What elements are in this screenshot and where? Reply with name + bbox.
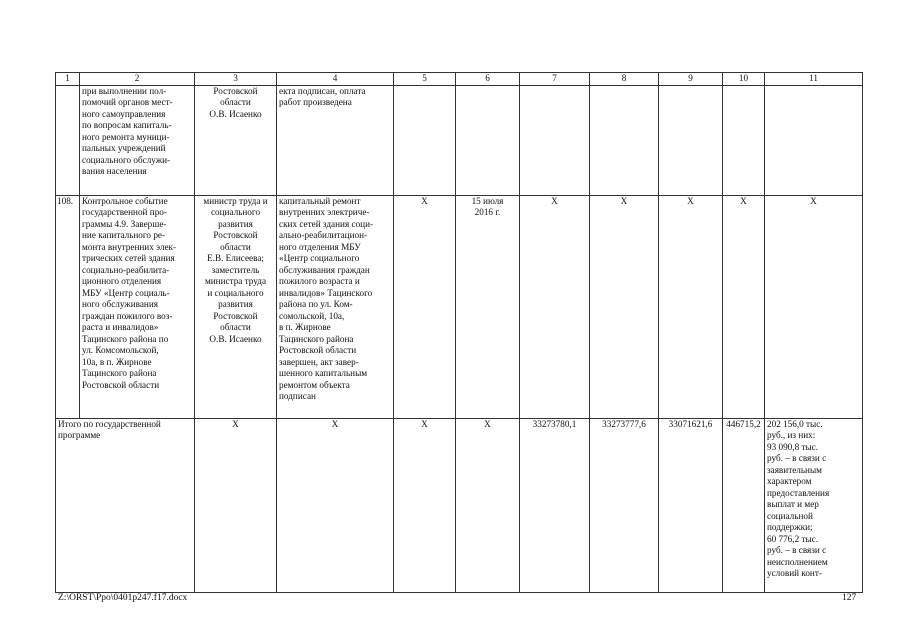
text-line: области [220, 97, 251, 107]
cont-cell-8 [590, 85, 659, 195]
text-line: неисполнением [767, 556, 828, 567]
cell-7: X [520, 195, 590, 418]
text-line: ционного отделения [82, 276, 162, 286]
text-line: поддержки; [767, 522, 813, 532]
text-line: 202 156,0 тыс. [767, 418, 823, 429]
text-line: социального [210, 207, 261, 217]
text-line: пальных учреждений [82, 143, 166, 153]
text-line: МБУ «Центр социаль- [82, 287, 170, 298]
text-line: заместитель [211, 264, 260, 275]
row-number: 108. [56, 195, 80, 418]
text-line: завершен, акт завер- [279, 356, 359, 367]
cont-cell-11 [765, 85, 863, 195]
text-line: граждан пожилого воз- [82, 310, 173, 321]
column-number-6: 6 [456, 73, 520, 86]
text-line: условий конт- [767, 568, 822, 578]
text-line: инвалидов» Тацинского [279, 287, 373, 298]
text-line: заявительным [767, 464, 822, 475]
text-line: ние капитального ре- [82, 230, 166, 240]
text-line: внутренних электриче- [279, 207, 370, 217]
text-line: ного отделения МБУ [279, 241, 361, 252]
total-cell-7: 33273780,1 [520, 418, 590, 592]
text-line: ного обслуживания [82, 299, 158, 309]
text-line: 15 июля [471, 195, 504, 206]
text-line: Тацинского района [82, 368, 157, 378]
text-line: О.В. Исаенко [209, 333, 262, 344]
text-line: помочий органов мест- [82, 97, 173, 107]
text-line: Итого по государственной [58, 418, 161, 429]
text-line: трических сетей здания [82, 253, 175, 263]
cell-10: X [723, 195, 765, 418]
column-number-10: 10 [723, 73, 765, 86]
text-line: министра труда [204, 276, 267, 286]
total-cell-8: 33273777,6 [590, 418, 659, 592]
text-line: «Центр социального [279, 253, 360, 263]
column-number-2: 2 [80, 73, 195, 86]
total-cell-6: X [456, 418, 520, 592]
text-line: характером [767, 476, 812, 486]
text-line: Ростовской области [82, 379, 160, 390]
text-line: Ростовской [213, 230, 258, 240]
text-line: ально-реабилитацион- [279, 230, 368, 240]
cont-cell-5 [394, 85, 456, 195]
total-cell-9: 33071621,6 [659, 418, 723, 592]
total-label-cell [56, 418, 195, 592]
column-number-1: 1 [56, 73, 80, 86]
text-line: государственной про- [82, 207, 167, 217]
text-line: граммы 4.9. Заверше- [82, 218, 167, 229]
column-number-8: 8 [590, 73, 659, 86]
cell-11: X [765, 195, 863, 418]
result-cell [277, 195, 394, 418]
text-line: капитальный ремонт [279, 195, 361, 206]
text-line: работ произведена [279, 97, 352, 107]
column-number-9: 9 [659, 73, 723, 86]
column-number-4: 4 [277, 73, 394, 86]
table-row-108 [56, 195, 863, 418]
text-line: 93 090,8 тыс. [767, 441, 819, 452]
cont-cell-1 [56, 85, 80, 195]
cont-cell-6 [456, 85, 520, 195]
text-line: по вопросам капиталь- [82, 120, 172, 130]
text-line: социальной [767, 510, 813, 521]
text-line: екта подписан, оплата [279, 85, 366, 96]
text-line: области [220, 322, 251, 332]
text-line: Е.В. Елисеева; [207, 253, 264, 263]
text-line: района по ул. Ком- [279, 299, 353, 309]
text-line: пожилого возраста и [279, 276, 360, 286]
text-line: ного ремонта муници- [82, 131, 170, 142]
text-line: развития [218, 299, 253, 309]
text-line: Тацинского района [279, 333, 354, 344]
text-line: 10а, в п. Жирнове [82, 356, 152, 367]
total-cell-3: X [195, 418, 277, 592]
text-line: Тацинского района по [82, 333, 169, 344]
event-description-cell [80, 195, 195, 418]
page-number: 127 [842, 593, 857, 603]
text-line: в п. Жирнове [279, 322, 331, 332]
text-line: ских сетей здания соци- [279, 218, 374, 229]
cont-event-cell [80, 85, 195, 195]
text-line: ремонтом объекта [279, 379, 350, 390]
document-path: Z:\ORST\Ppo\0401p247.f17.docx [58, 593, 188, 603]
cont-cell-9 [659, 85, 723, 195]
cont-responsible-cell [195, 85, 277, 195]
responsible-cell [195, 195, 277, 418]
total-cell-5: X [394, 418, 456, 592]
column-number-row [56, 73, 863, 86]
text-line: министр труда и [203, 195, 268, 206]
cont-cell-10 [723, 85, 765, 195]
text-line: и социального [207, 287, 264, 298]
text-line: при выполнении пол- [82, 85, 167, 96]
text-line: раста и инвалидов» [82, 322, 159, 332]
column-number-3: 3 [195, 73, 277, 86]
total-cell-4: X [277, 418, 394, 592]
text-line: 60 776,2 тыс. [767, 533, 819, 544]
text-line: руб., из них: [767, 430, 816, 440]
text-line: предоставления [767, 487, 830, 498]
text-line: монта внутренних элек- [82, 241, 177, 252]
text-line: ул. Комсомольской, [82, 345, 159, 355]
text-line: Ростовской области [279, 345, 357, 355]
text-line: руб. – в связи с [767, 545, 827, 555]
cell-8: X [590, 195, 659, 418]
text-line: Ростовской [213, 310, 258, 321]
text-line: социально-реабилита- [82, 264, 170, 275]
total-notes-cell [765, 418, 863, 592]
text-line: подписан [279, 391, 316, 401]
cont-result-cell [277, 85, 394, 195]
column-number-11: 11 [765, 73, 863, 86]
text-line: области [220, 241, 251, 252]
text-line: шенного капитальным [279, 368, 368, 378]
text-line: социального обслужи- [82, 154, 171, 165]
column-number-7: 7 [520, 73, 590, 86]
text-line: 2016 г. [474, 207, 501, 217]
text-line: ного самоуправления [82, 108, 166, 119]
column-number-5: 5 [394, 73, 456, 86]
date-cell [456, 195, 520, 418]
cell-9: X [659, 195, 723, 418]
text-line: сомольской, 10а, [279, 310, 345, 321]
text-line: обслуживания граждан [279, 264, 370, 275]
text-line: Ростовской [213, 85, 258, 96]
text-line: развития [218, 218, 253, 229]
table-row-total [56, 418, 863, 592]
cont-cell-7 [520, 85, 590, 195]
text-line: Контрольное событие [82, 195, 168, 206]
text-line: О.В. Исаенко [209, 108, 262, 119]
total-cell-10: 446715,2 [723, 418, 765, 592]
program-table [55, 72, 863, 593]
text-line: вания населения [82, 166, 147, 176]
table-row-continuation [56, 85, 863, 195]
cell-5: X [394, 195, 456, 418]
text-line: выплат и мер [767, 499, 819, 509]
text-line: программе [58, 430, 101, 440]
text-line: руб. – в связи с [767, 453, 827, 463]
